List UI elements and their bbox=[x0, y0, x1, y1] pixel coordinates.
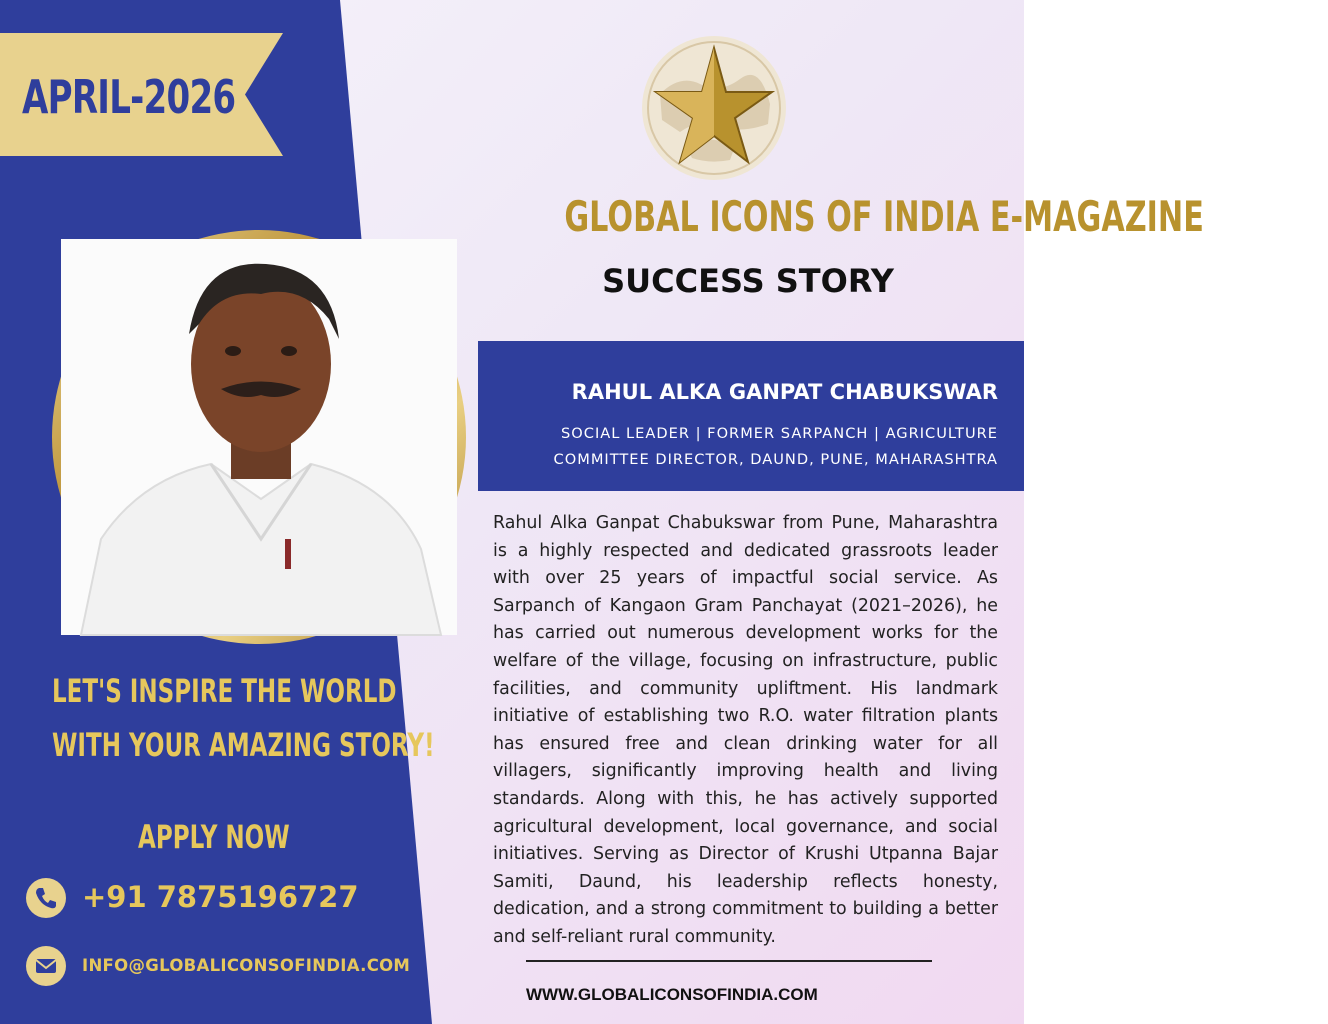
apply-now-button[interactable]: APPLY NOW bbox=[138, 818, 290, 856]
bio-text: Rahul Alka Ganpat Chabukswar from Pune, Maharashtra is a highly respected and dedicated grassroots leader with over 25 years of impactful social service. As Sarpanch of Kangaon Gram Panchayat (2021–2026), he has carried out numerous development works for the welfare of the village, focusing on infrastructure, public facilities, and community upliftment. His landmark initiative of establishing two R.O. water filtration plants has ensured free and clean drinking water for all villagers, significantly improving health and living standards. Along with this, he has actively supported agricultural development, local governance, and social initiatives. Serving as Director of Krushi Utpanna Bajar Samiti, Daund, his leadership reflects honesty, dedication, and a strong commitment to building a better and self-reliant rural community. bbox=[493, 513, 998, 947]
star-globe-icon bbox=[640, 34, 788, 182]
mail-icon bbox=[26, 946, 66, 986]
name-band bbox=[478, 341, 1024, 491]
person-name: RAHUL ALKA GANPAT CHABUKSWAR bbox=[571, 380, 998, 404]
person-role-line-1: SOCIAL LEADER | FORMER SARPANCH | AGRICULTURE bbox=[561, 425, 998, 442]
cta-line-1: LET'S INSPIRE THE WORLD bbox=[52, 672, 397, 710]
portrait-photo bbox=[61, 239, 457, 635]
email-address[interactable]: INFO@GLOBALICONSOFINDIA.COM bbox=[82, 956, 411, 975]
phone-icon bbox=[26, 878, 66, 918]
phone-number[interactable]: +91 7875196727 bbox=[82, 880, 359, 914]
person-role-line-2: COMMITTEE DIRECTOR, DAUND, PUNE, MAHARASHTRA bbox=[553, 451, 998, 468]
edition-date: APRIL-2026 bbox=[22, 70, 236, 124]
cta-line-2: WITH YOUR AMAZING STORY! bbox=[52, 726, 435, 764]
divider bbox=[526, 960, 932, 962]
website-link[interactable]: WWW.GLOBALICONSOFINDIA.COM bbox=[526, 985, 818, 1004]
section-title: SUCCESS STORY bbox=[602, 262, 894, 300]
magazine-title: GLOBAL ICONS OF INDIA E-MAGAZINE bbox=[564, 192, 1204, 241]
